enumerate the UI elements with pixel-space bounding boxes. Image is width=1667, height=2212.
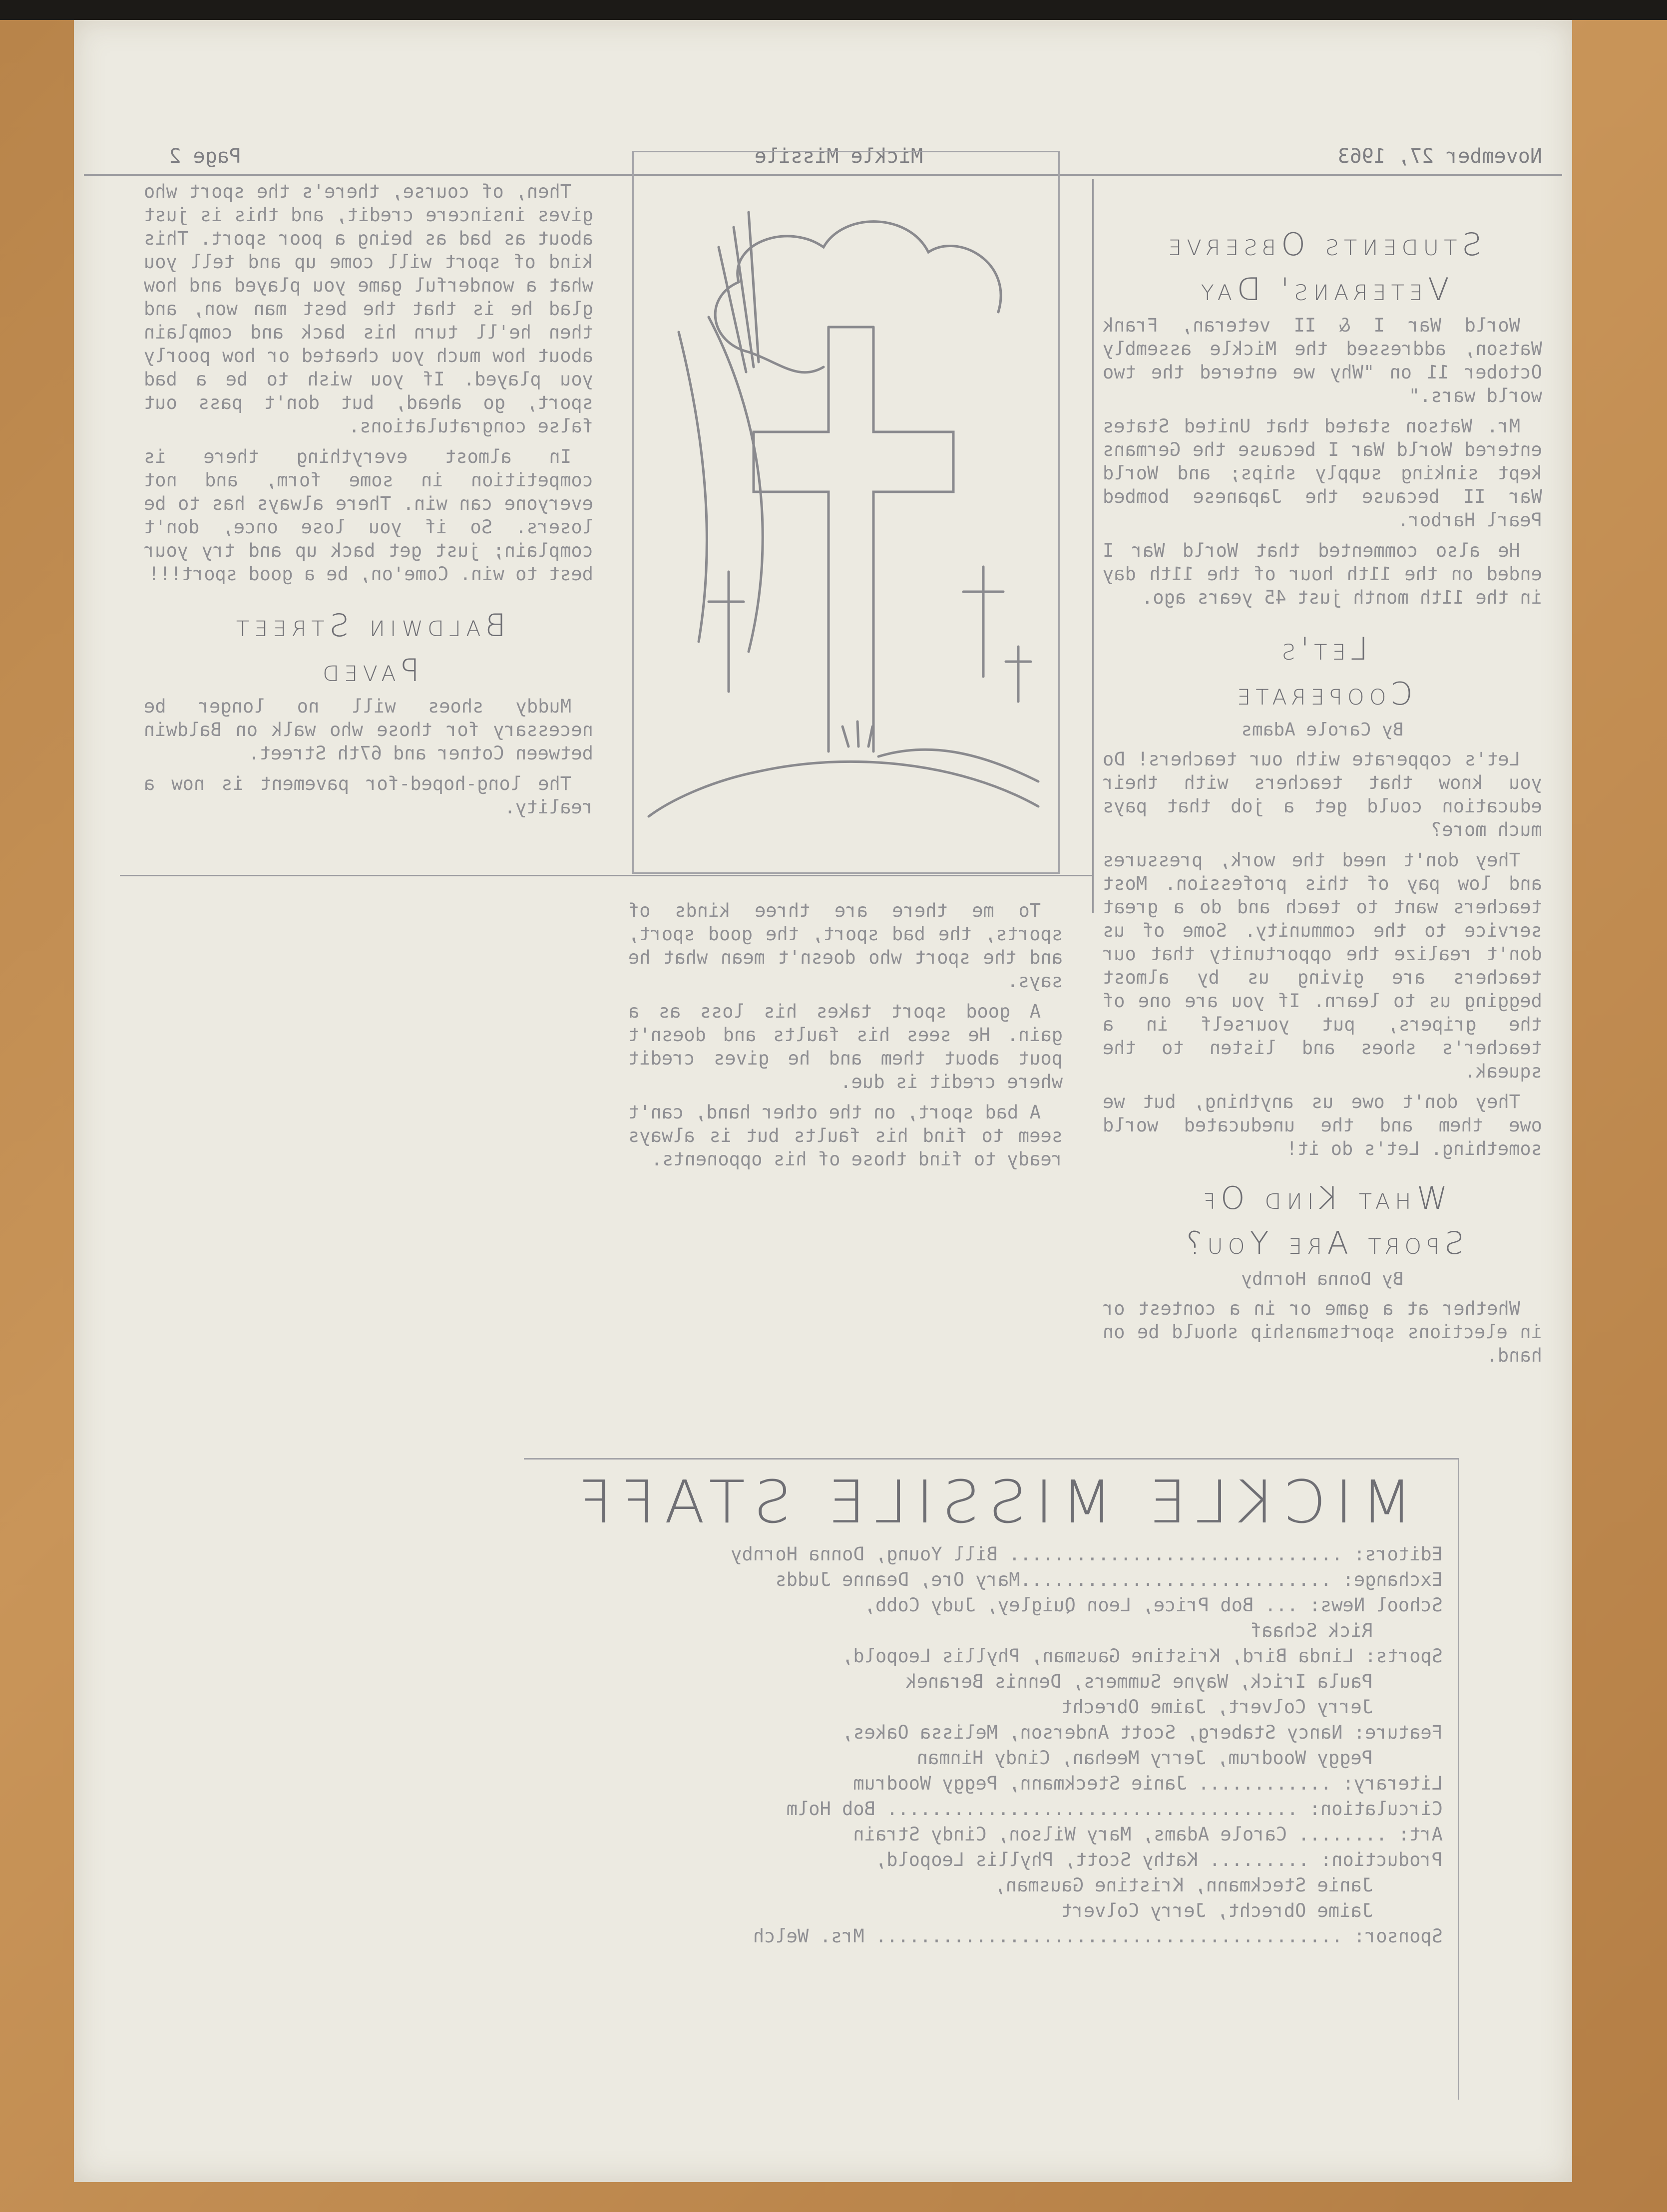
staff-title: MICKLE MISSILE STAFF (569, 1468, 1412, 1536)
baldwin-paragraph: The long-hoped-for pavement is now a reality. (144, 773, 593, 818)
staff-line: Literary: ............ Janie Steckmann, Peggy Woodrum (853, 1773, 1443, 1794)
header-date: November 27, 1963 (1337, 145, 1542, 168)
header-page-number: Page 2 (169, 145, 241, 168)
staff-box (524, 1458, 1459, 2100)
column-2 (628, 899, 1063, 1178)
staff-line: Feature: Nancy Staberg, Scott Anderson, Melissa Oakes, (842, 1722, 1443, 1743)
staff-line: Circulation: ..................................... Bob Holm (786, 1798, 1443, 1820)
sport-paragraph: To me there are three kinds of sports, the bad sport, the good sport, and the sport who doesn't mean what he says. (628, 900, 1063, 992)
header-paper-name: Mickle Missile (754, 145, 923, 168)
staff-line: Exchange: ............................Mary Ore, Deanne Judds (775, 1569, 1443, 1590)
sport-paragraph: A good sport takes his loss as a gain. He sees his faults and doesn't pout about them and he gives credit where credit is due. (628, 1001, 1063, 1093)
illustration-rule (120, 875, 1094, 876)
staff-line: Editors: .............................. Bill Young, Donna Hornby (731, 1543, 1443, 1565)
staff-line: Rick Schaaf (1250, 1620, 1373, 1641)
cooperate-heading-line2: Cooperate (1232, 676, 1413, 712)
mirrored-print-layer (74, 20, 1572, 2182)
staff-line: Sponsor: .......................................... Mrs. Welch (753, 1925, 1443, 1947)
staff-line: Art: ........ Carole Adams, Mary Wilson, Cindy Strain (853, 1824, 1443, 1845)
sport-byline: By Donna Hornby (1241, 1269, 1404, 1289)
column-divider (1092, 179, 1094, 913)
staff-line: Janie Steckmann, Kristine Gausman, (994, 1874, 1373, 1896)
sport-heading-line1: What Kind Of (1198, 1180, 1447, 1216)
staff-list (524, 1541, 1458, 1949)
sport-paragraph: Then, of course, there's the sport who gives insincere credit, and this is just about as bad as being a poor sport. This kind of sport will come up and tell you what a wonderful game you played and how glad he is that the best man won, and then he'll turn his back and complain about how much you cheated or how poorly you played. If you wish to be a bad sport, go ahead, but don't pass out false congratulations. (144, 181, 593, 437)
staff-line: Jaime Obrecht, Jerry Colvert (1061, 1900, 1373, 1921)
veterans-heading-line1: Students Observe (1163, 226, 1482, 263)
staff-line: School News: ... Bob Price, Leon Quigley, Judy Cobb, (864, 1594, 1443, 1616)
cooperate-byline: By Carole Adams (1241, 720, 1404, 740)
veterans-heading-line2: Veterans' Day (1196, 271, 1449, 308)
staff-line: Sports: Linda Bird, Kristine Gausman, Phyllis Leopold, (842, 1645, 1443, 1667)
staff-line: Peggy Woodrum, Jerry Meehan, Cindy Hinman (916, 1747, 1373, 1769)
staff-line: Production: ......... Kathy Scott, Phyllis Leopold, (875, 1849, 1443, 1870)
baldwin-heading-line1: Baldwin Street (231, 607, 506, 644)
sport-paragraph: Whether at a game or in a contest or in elections sportsmanship should be on hand. (1103, 1298, 1542, 1366)
cooperate-paragraph: Let's copperate with our teachers! Do you know that teachers with their education could get a job that pays much more? (1103, 748, 1542, 840)
staff-line: Jerry Colvert, Jaime Obrecht (1061, 1696, 1373, 1718)
sport-paragraph: In almost everything there is competition in some form, and not everyone can win. There always has to be losers. So if you lose once, don't complain; just get back up and try your best to win. Come'on, be a good sport!!! (144, 446, 593, 585)
column-3 (144, 180, 593, 826)
cooperate-paragraph: They don't owe us anything, but we owe them and the uneducated world something. Let's do it! (1103, 1091, 1542, 1159)
baldwin-heading-line2: Paved (318, 652, 419, 689)
staff-line: Paula Irick, Wayne Summers, Dennis Beranek (905, 1671, 1373, 1692)
illustration-frame (632, 151, 1060, 874)
veterans-paragraph: Mr. Watson stated that United States entered World War I because the Germans kept sinking supply ships; and World War II because the Japanese bombed Pearl Harbor. (1103, 415, 1542, 531)
column-1 (1103, 220, 1542, 1374)
veterans-paragraph: World War I & II veteran, Frank Watson, addressed the Mickle assembly October 11 on "Why we entered the two world wars." (1103, 315, 1542, 406)
sport-paragraph: A bad sport, on the other hand, can't seem to find his faults but is always ready to find those of his opponents. (628, 1102, 1063, 1170)
cooperate-heading-line1: Let's (1276, 631, 1368, 667)
cooperate-paragraph: They don't need the work, pressures and low pay of this profession. Most teachers want to teach and do a great service to the community. Some of us don't realize the opportunity that our teachers are giving us by almost begging us to learn. If you are one of the gripers, put yourself in a teacher's shoes and listen to the squeak. (1103, 849, 1542, 1082)
veterans-paragraph: He also commented that World War I ended on the 11th hour of the 11th day in the 11th month just 45 years ago. (1103, 540, 1542, 608)
cross-grave-icon (634, 152, 1058, 872)
newspaper-page (74, 20, 1572, 2182)
sport-heading-line2: Sport Are You? (1181, 1225, 1464, 1261)
baldwin-paragraph: Muddy shoes will no longer be necessary for those who walk on Baldwin between Cotner and 67th Street. (144, 696, 593, 764)
